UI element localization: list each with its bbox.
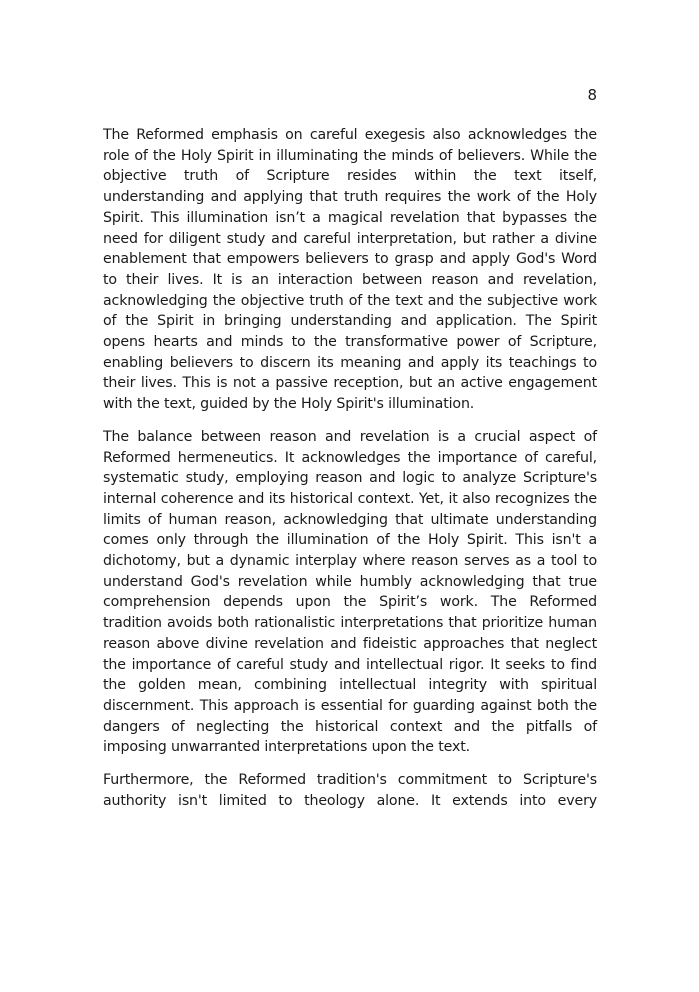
paragraph-authority: Furthermore, the Reformed tradition's commitment to Scripture's authority isn't limited to theology alone. It extends into every (103, 772, 597, 809)
page-number: 8 (587, 86, 597, 104)
paragraph-reason-revelation: The balance between reason and revelation is a crucial aspect of Reformed hermeneutics. It acknowledges the importance of careful, systematic study, employing reason and logic to analyze Scripture's internal coherence and its historical context. Yet, it also recognizes the limits of human reason, acknowledging that ultimate understanding comes only through the illumination of the Holy Spirit. This isn't a dichotomy, but a dynamic interplay where reason serves as a tool to understand God's revelation while humbly acknowledging that true comprehension depends upon the Spirit’s work. The Reformed tradition avoids both rationalistic interpretations that prioritize human reason above divine revelation and fideistic approaches that neglect the importance of careful study and intellectual rigor. It seeks to find the golden mean, combining intellectual integrity with spiritual discernment. This approach is essential for guarding against both the dangers of neglecting the historical context and the pitfalls of imposing unwarranted interpretations upon the text. (103, 428, 597, 756)
paragraph-illumination: The Reformed emphasis on careful exegesis also acknowledges the role of the Holy Spirit in illuminating the minds of believers. While the objective truth of Scripture resides within the text itself, understanding and applying that truth requires the work of the Holy Spirit. This illumination isn’t a magical revelation that bypasses the need for diligent study and careful interpretation, but rather a divine enablement that empowers believers to grasp and apply God's Word to their lives. It is an interaction between reason and revelation, acknowledging the objective truth of the text and the subjective work of the Spirit in bringing understanding and application. The Spirit opens hearts and minds to the transformative power of Scripture, enabling believers to discern its meaning and apply its teachings to their lives. This is not a passive reception, but an active engagement with the text, guided by the Holy Spirit's illumination. (103, 127, 597, 413)
body-text (103, 125, 597, 824)
